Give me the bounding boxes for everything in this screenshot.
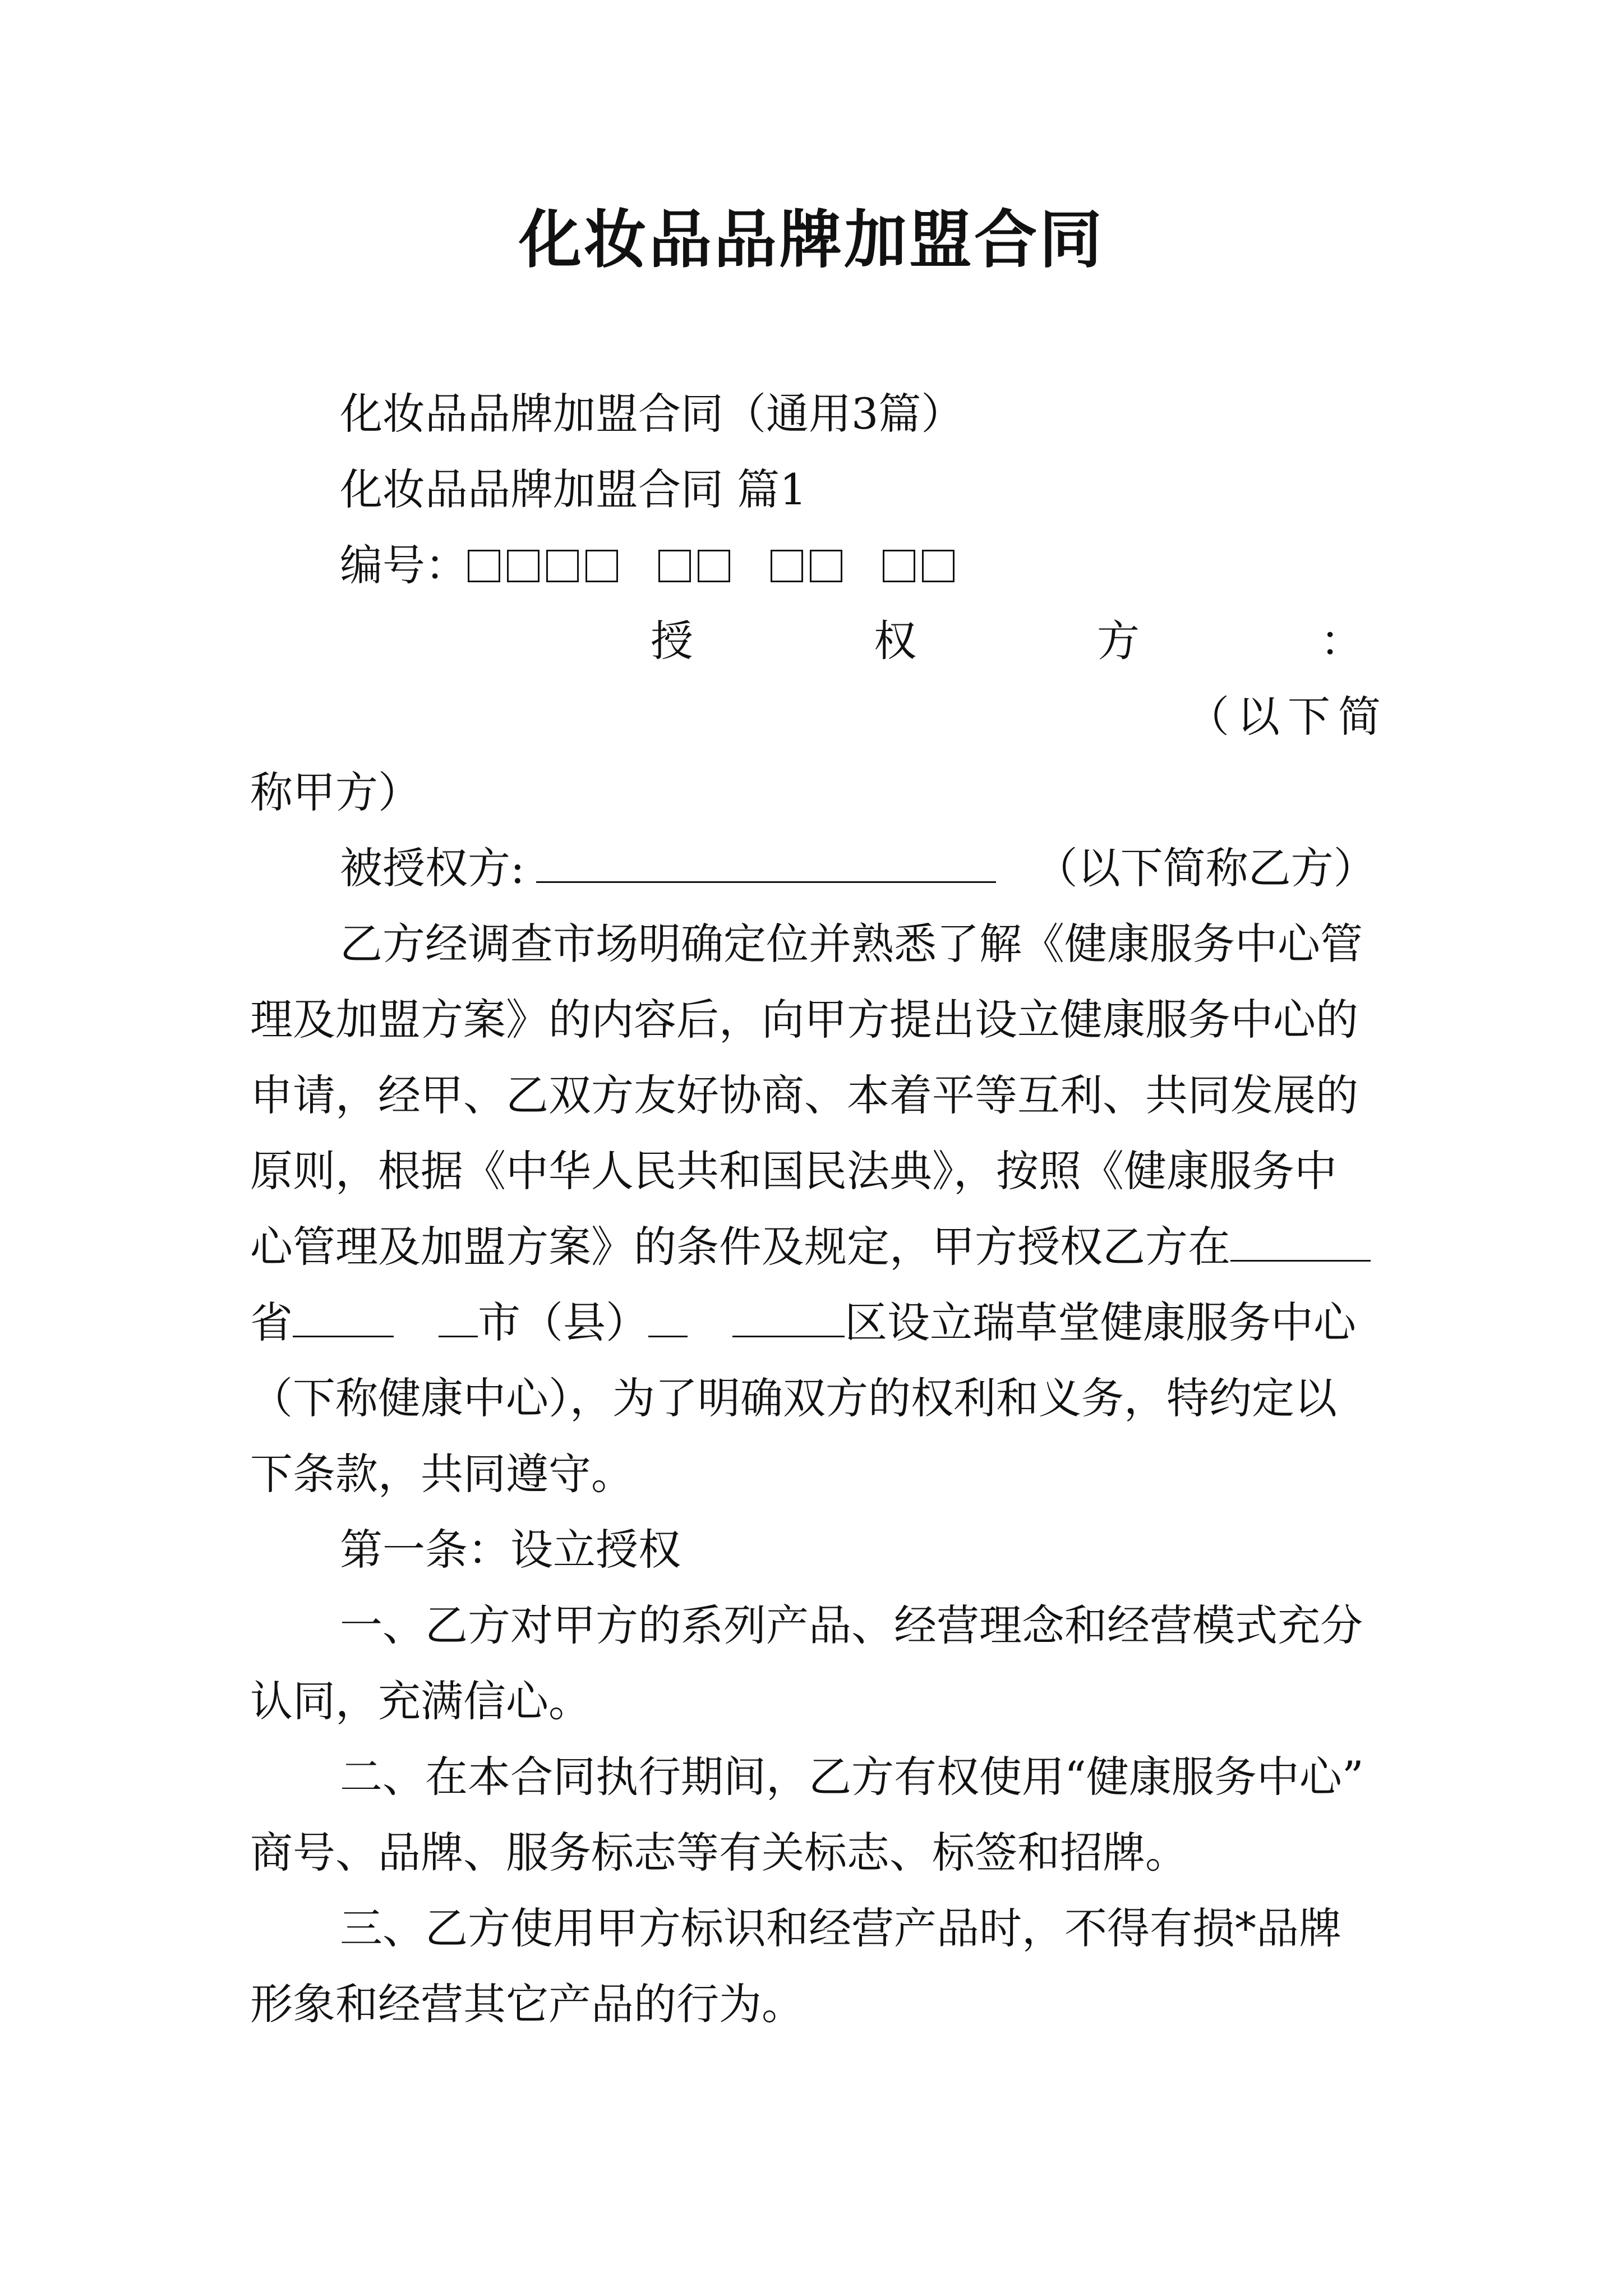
province-name-blank (293, 1299, 394, 1337)
district-text: 区设立瑞草堂健康服务中心 (845, 1297, 1356, 1347)
clause-line: 商号、品牌、服务标志等有关标志、标签和招牌。 (250, 1828, 1188, 1878)
grantor-row (651, 613, 1363, 669)
county-blank (648, 1299, 688, 1337)
clause-line: 形象和经营其它产品的行为。 (250, 1979, 804, 2029)
clause-line: 认同，充满信心。 (250, 1676, 591, 1726)
paragraph-line: （下称健康中心），为了明确双方的权利和义务，特约定以 (250, 1373, 1337, 1423)
grantor-char: 授 (651, 616, 693, 666)
province-label: 省 (250, 1297, 293, 1347)
grantor-char: 权 (874, 616, 916, 666)
clause-line: 二、在本合同执行期间，乙方有权使用“健康服务中心” (340, 1752, 1364, 1802)
number-box (698, 550, 730, 582)
city-blank (439, 1299, 478, 1337)
grantor-colon: ： (1320, 616, 1363, 666)
document-subtitle: 化妆品品牌加盟合同（通用3篇） (340, 389, 964, 439)
number-box (468, 550, 500, 582)
paragraph-line: 乙方经调查市场明确定位并熟悉了解《健康服务中心管 (340, 919, 1363, 969)
paragraph-line: 原则，根据《中华人民共和国民法典》，按照《健康服务中 (250, 1146, 1337, 1196)
number-box (771, 550, 803, 582)
province-blank (1230, 1223, 1371, 1262)
number-box (922, 550, 955, 582)
paragraph-text: 心管理及加盟方案》的条件及规定，甲方授权乙方在 (250, 1222, 1230, 1272)
document-title: 化妆品品牌加盟合同 (519, 203, 1104, 277)
grantee-row (250, 840, 1478, 896)
number-box (810, 550, 842, 582)
paragraph-line: 申请，经甲、乙双方友好协商、本着平等互利、共同发展的 (250, 1070, 1358, 1120)
grantor-note-1: （以下简 (1187, 692, 1389, 742)
number-box (585, 550, 618, 582)
number-box (883, 550, 915, 582)
number-label: 编号： (340, 540, 468, 590)
part-heading: 化妆品品牌加盟合同 篇1 (340, 464, 807, 514)
clause-line: 一、乙方对甲方的系列产品、经营理念和经营模式充分 (340, 1600, 1363, 1650)
number-box (546, 550, 579, 582)
location-line (250, 1295, 1389, 1351)
grantee-note: （以下简称乙方） (1035, 843, 1376, 893)
grantor-char: 方 (1097, 616, 1140, 666)
grantee-blank (536, 844, 996, 883)
clause-line: 三、乙方使用甲方标识和经营产品时，不得有损*品牌 (340, 1903, 1341, 1953)
number-box (507, 550, 540, 582)
grantor-note-2: 称甲方） (250, 767, 421, 817)
paragraph-line: 理及加盟方案》的内容后，向甲方提出设立健康服务中心的 (250, 995, 1358, 1045)
city-label: 市（县） (478, 1297, 648, 1347)
paragraph-line: 下条款，共同遵守。 (250, 1449, 634, 1499)
contract-number-row (250, 537, 1478, 593)
article-heading: 第一条：设立授权 (340, 1525, 681, 1575)
number-box (658, 550, 691, 582)
district-blank (732, 1299, 845, 1337)
grantee-label: 被授权方: (340, 843, 525, 893)
paragraph-line (250, 1219, 1389, 1275)
